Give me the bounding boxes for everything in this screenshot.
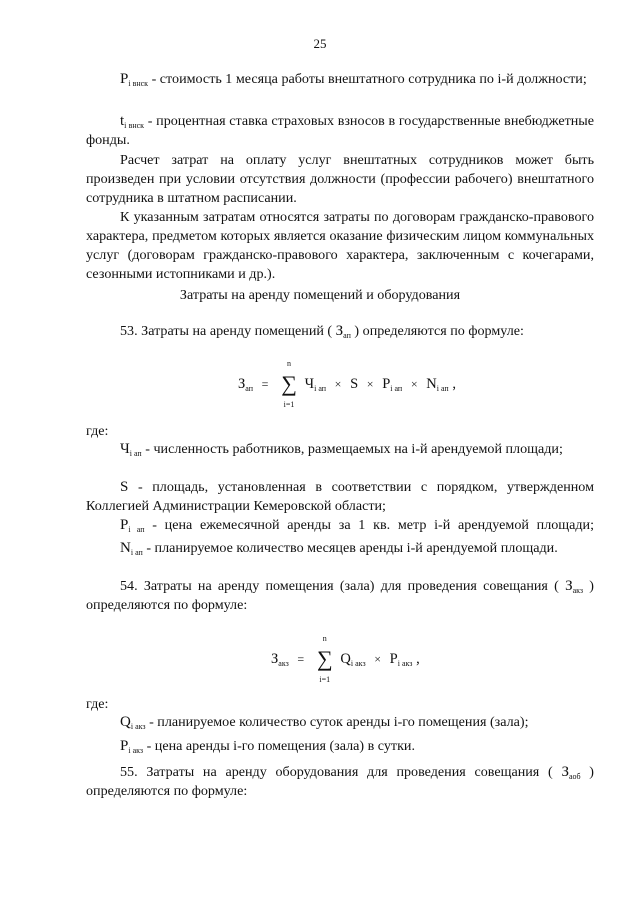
symbol-p: P [120,71,129,87]
definition-s: S - площадь, установленная в соответствии с порядком, утвержденном Коллегией Администрации Кемеровской области; [86,479,594,514]
item-53-text: 53. Затраты на аренду помещений ( [120,323,336,339]
item-53-text-end: ) определяются по формуле: [350,323,524,339]
definition-p-vnsk [86,70,594,89]
paragraph-gph-contracts: К указанным затратам относятся затраты по договорам гражданско-правового характера, предметом которых является оказание физическим лицом коммунальных услуг (договорам гражданско-правового характера, заключенным с кочегарами, сезонными истопниками и др.). [86,209,594,282]
item-54: 54. Затраты на аренду помещения (зала) для проведения совещания ( $З_{акз}$ ) определяются по формуле: [86,578,594,613]
where-label: где: [86,423,109,439]
symbol-subscript: i внск [128,79,149,88]
symbol-t: t [120,113,125,129]
section-title: Затраты на аренду помещений и оборудования [179,287,461,303]
definition-p-akz: $P_{i акз}$ - цена аренды i-го помещения (зала) в сутки. [120,738,415,755]
formula-rent-meeting-room: $З_{акз}$ = ∑ n i=1 $Q_{i акз} \times P_{i акз}$ , [271,634,420,684]
definition-t-vnsk [86,112,594,150]
formula-rent-premises: $З_{ап}$ = ∑ n i=1 $Ч_{i ап} \times S \times P_{i ап} \times N_{i ап}$ , [238,359,456,409]
where-label: где: [86,696,109,712]
definition-text: - стоимость 1 месяца работы внештатного сотрудника по i-й должности; [148,71,587,87]
sum-sign: ∑ n i=1 [316,634,333,684]
definition-text: - процентная ставка страховых взносов в государственные внебюджетные фонды. [86,113,595,148]
formula-lhs: З [238,376,246,392]
symbol-subscript: i внск [124,121,145,130]
symbol-subscript: ап [343,331,351,340]
sum-sign: ∑ n i=1 [281,359,297,409]
item-55: 55. Затраты на аренду оборудования для проведения совещания ( $З_{аоб}$ ) определяются по формуле: [86,764,595,799]
definition-n: $N_{i ап}$ - планируемое количество месяцев аренды i-й арендуемой площади. [120,540,558,557]
item-53 [86,322,594,341]
definition-q: $Q_{i акз}$ - планируемое количество суток аренды i-го помещения (зала); [120,714,529,731]
paragraph-calculation-condition: Расчет затрат на оплату услуг внештатных сотрудников может быть произведен при условии отсутствия должности (профессии рабочего) внештатного сотрудника в штатном расписании. [86,152,594,206]
definition-p-ap: $P_{i ап}$ - цена ежемесячной аренды за 1 кв. метр i-й арендуемой площади; [120,517,595,534]
definition-ch: $Ч_{i ап}$ - численность работников, размещаемых на i-й арендуемой площади; [120,441,563,458]
page-number: 25 [313,36,327,51]
symbol-z: З [335,323,344,339]
